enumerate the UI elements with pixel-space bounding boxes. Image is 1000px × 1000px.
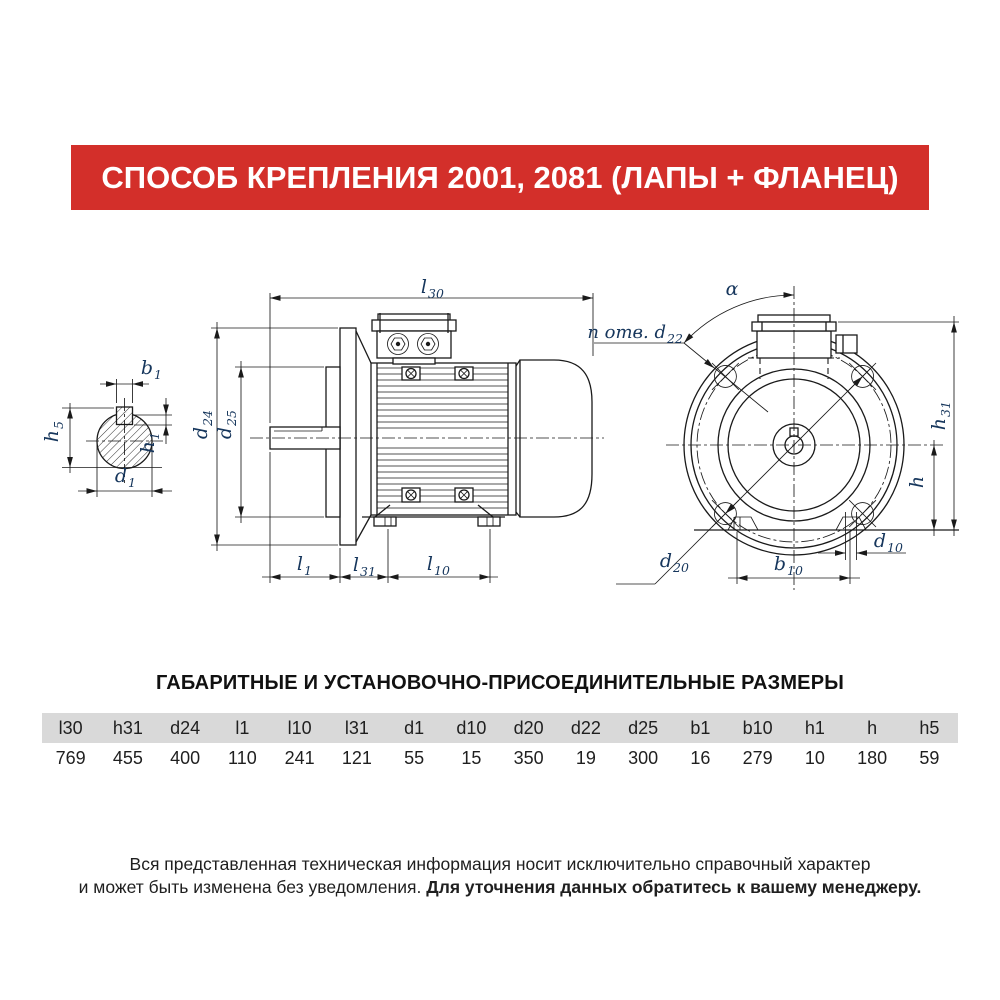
dim-label-d1: d [114, 465, 127, 487]
table-value-cell: 10 [804, 748, 825, 768]
table-value-cell: 241 [284, 748, 315, 768]
table-value-cell: 110 [228, 748, 257, 768]
table-value-cell: 180 [857, 748, 888, 768]
disclaimer-line2: и может быть изменена без уведомления. [78, 877, 427, 897]
table-value-cell: 400 [170, 748, 201, 768]
dim-label-h5: h [41, 430, 63, 443]
table-value-cell: 300 [628, 748, 659, 768]
table-value-cell: 279 [742, 748, 773, 768]
dim-label-l31: l [352, 554, 359, 576]
dim-label-b1-sub: 1 [154, 367, 162, 382]
table-value-cell: 55 [404, 748, 425, 768]
table-header-cell: d22 [570, 717, 601, 738]
dim-label-b10: b [773, 553, 786, 575]
table-header-cell: h31 [112, 717, 143, 738]
disclaimer-line2-bold: Для уточнения данных обратитесь к вашему менеджеру. [426, 877, 922, 897]
table-header-cell: b10 [742, 717, 773, 738]
dim-label-d24: d [190, 427, 212, 440]
table-header-cell: l30 [58, 717, 83, 738]
dim-label-h1-sub: 1 [147, 432, 162, 440]
table-header-cell: h5 [919, 717, 940, 738]
dim-label-d20: d [659, 550, 672, 572]
table-header-cell: l1 [235, 717, 250, 738]
motor-side-view [211, 293, 604, 583]
label-n-holes-d22-sub: 22 [667, 331, 683, 346]
dim-label-l30: l [420, 276, 427, 298]
table-header-cell: d25 [628, 717, 659, 738]
dim-label-d1-sub: 1 [128, 475, 136, 490]
table-value-cell: 15 [461, 748, 482, 768]
table-header-cell: h [867, 717, 878, 738]
dim-label-h31-sub: 31 [938, 401, 953, 417]
dim-label-d25-sub: 25 [224, 410, 239, 426]
banner-title: СПОСОБ КРЕПЛЕНИЯ 2001, 2081 (ЛАПЫ + ФЛАНЕЦ) [101, 159, 899, 195]
disclaimer [0, 853, 1000, 899]
dim-label-l31-sub: 31 [360, 564, 376, 579]
table-values-row [42, 743, 958, 774]
dim-label-l10-sub: 10 [434, 563, 450, 578]
dim-label-d25: d [214, 427, 236, 440]
table-value-cell: 455 [112, 748, 143, 768]
dim-label-h31: h [928, 418, 950, 431]
dim-label-d10: d [873, 530, 886, 552]
dim-label-b10-sub: 10 [787, 563, 803, 578]
dim-label-h: h [906, 475, 928, 489]
table-value-cell: 121 [341, 748, 372, 768]
table-value-cell: 769 [55, 748, 86, 768]
table-header-cell: b1 [690, 717, 711, 738]
table-value-cell: 19 [575, 748, 596, 768]
dimensions-section-title: ГАБАРИТНЫЕ И УСТАНОВОЧНО-ПРИСОЕДИНИТЕЛЬНЫЕ РАЗМЕРЫ [155, 672, 845, 694]
table-header-cell: d24 [170, 717, 201, 738]
dim-label-l30-sub: 30 [428, 286, 444, 301]
table-header-cell: d10 [456, 717, 487, 738]
dim-label-d24-sub: 24 [200, 410, 215, 426]
label-n-holes-d22: n отв. d [587, 322, 666, 343]
table-header-row [42, 713, 958, 743]
dim-label-b1: b [140, 357, 153, 379]
table-header-cell: l31 [344, 717, 369, 738]
dim-label-l10: l [426, 553, 433, 575]
table-value-cell: 350 [513, 748, 544, 768]
table-value-cell: 16 [690, 748, 711, 768]
dimensions-table [42, 713, 958, 774]
table-header-cell: h1 [804, 717, 825, 738]
disclaimer-line1: Вся представленная техническая информация носит исключительно справочный характер [129, 854, 871, 874]
dim-label-h5-sub: 5 [51, 421, 66, 429]
dim-label-d20-sub: 20 [673, 560, 689, 575]
dim-label-d10-sub: 10 [887, 540, 903, 555]
table-header-cell: d20 [513, 717, 544, 738]
dim-label-l1: l [296, 553, 303, 575]
dim-label-l1-sub: 1 [304, 563, 312, 578]
table-value-cell: 59 [919, 748, 940, 768]
dim-label-alpha: α [725, 278, 739, 300]
dim-label-h1: h [137, 441, 159, 454]
table-header-cell: d1 [404, 717, 425, 738]
table-header-cell: l10 [287, 717, 312, 738]
